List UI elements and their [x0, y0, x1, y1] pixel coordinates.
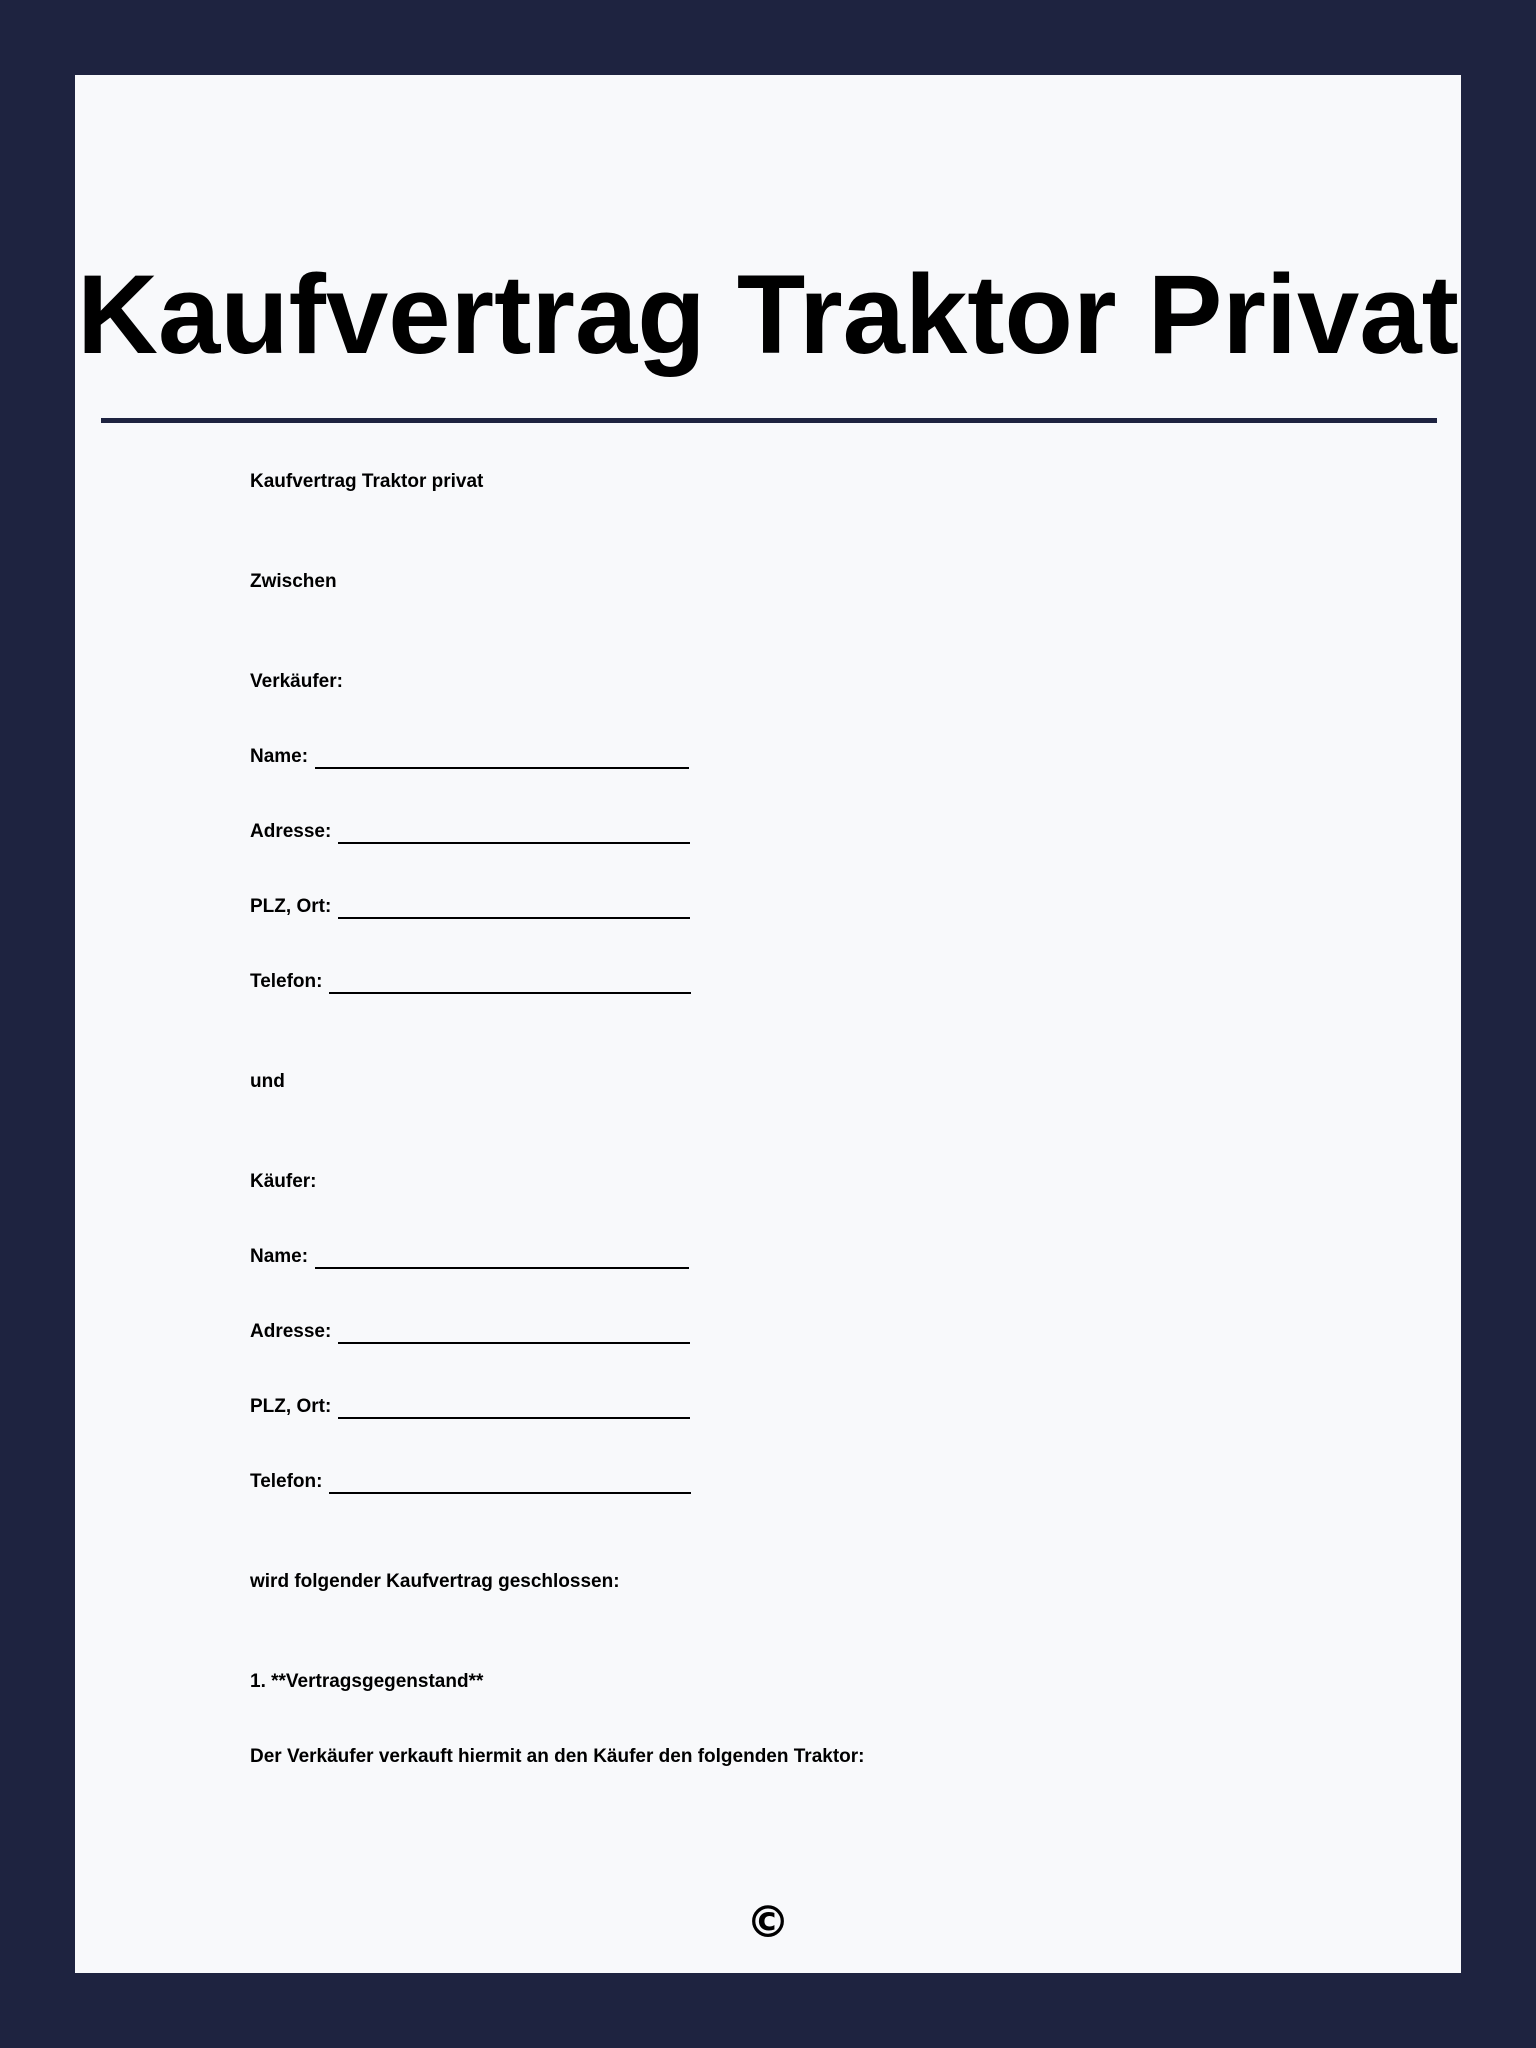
seller-zip-city-label: PLZ, Ort:	[250, 896, 332, 917]
buyer-zip-city-label: PLZ, Ort:	[250, 1396, 332, 1417]
between-label: Zwischen	[250, 571, 337, 592]
seller-name-field[interactable]	[315, 747, 689, 769]
section1-text: Der Verkäufer verkauft hiermit an den Käufer den folgenden Traktor:	[250, 1746, 865, 1767]
seller-phone-label: Telefon:	[250, 971, 323, 992]
seller-address-row	[250, 820, 690, 844]
buyer-zip-city-row	[250, 1395, 690, 1419]
seller-phone-field[interactable]	[329, 972, 691, 994]
contract-intro: wird folgender Kaufvertrag geschlossen:	[250, 1571, 620, 1592]
seller-address-field[interactable]	[338, 822, 690, 844]
buyer-address-label: Adresse:	[250, 1321, 332, 1342]
document-title: Kaufvertrag Traktor Privat	[77, 252, 1459, 377]
buyer-address-field[interactable]	[338, 1322, 690, 1344]
buyer-zip-city-field[interactable]	[338, 1397, 690, 1419]
document-page	[75, 75, 1461, 1973]
and-label: und	[250, 1071, 285, 1092]
buyer-name-label: Name:	[250, 1246, 309, 1267]
buyer-name-field[interactable]	[315, 1247, 689, 1269]
seller-phone-row	[250, 970, 691, 994]
seller-address-label: Adresse:	[250, 821, 332, 842]
buyer-name-row	[250, 1245, 689, 1269]
seller-name-row	[250, 745, 689, 769]
seller-heading: Verkäufer:	[250, 671, 343, 692]
seller-zip-city-field[interactable]	[338, 897, 690, 919]
buyer-heading: Käufer:	[250, 1171, 317, 1192]
seller-zip-city-row	[250, 895, 690, 919]
seller-name-label: Name:	[250, 746, 309, 767]
section1-heading: 1. **Vertragsgegenstand**	[250, 1671, 484, 1692]
subtitle: Kaufvertrag Traktor privat	[250, 471, 484, 492]
buyer-phone-field[interactable]	[329, 1472, 691, 1494]
buyer-address-row	[250, 1320, 690, 1344]
title-divider	[101, 418, 1437, 423]
buyer-phone-row	[250, 1470, 691, 1494]
buyer-phone-label: Telefon:	[250, 1471, 323, 1492]
copyright-icon: ©	[746, 1897, 790, 1948]
